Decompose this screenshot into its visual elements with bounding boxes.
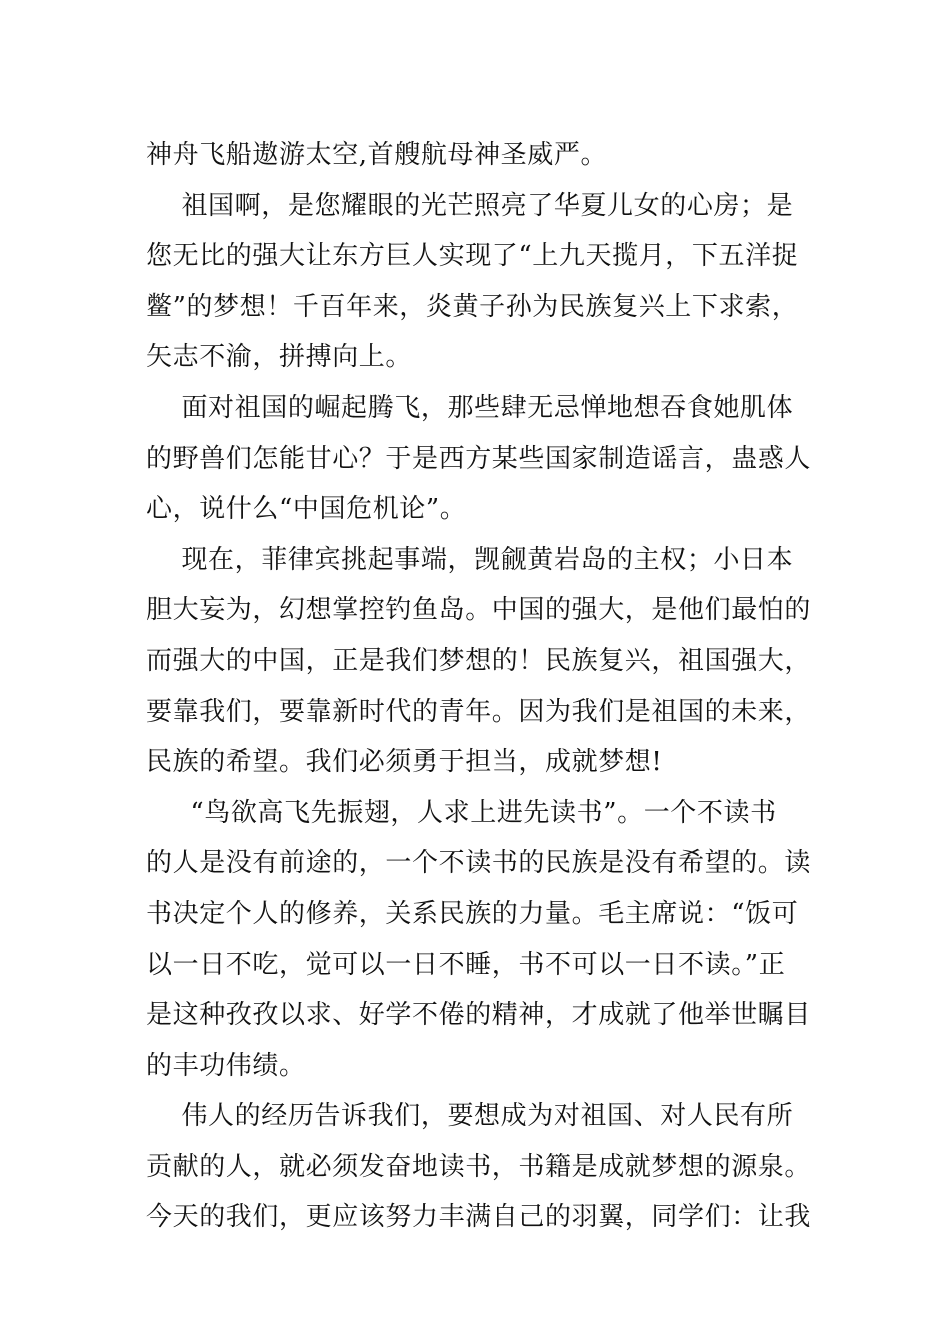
text-line: 胆大妄为，幻想掌控钓鱼岛。中国的强大，是他们最怕的 — [146, 595, 812, 626]
text-line: 的野兽们怎能甘心？于是西方某些国家制造谣言，蛊惑人 — [146, 443, 812, 474]
text-line: 心，说什么“中国危机论”。 — [146, 494, 467, 525]
text-line: 贡献的人，就必须发奋地读书，书籍是成就梦想的源泉。 — [146, 1151, 812, 1182]
text-line: 的丰功伟绩。 — [146, 1050, 306, 1081]
document-body — [146, 130, 812, 1243]
text-line: 而强大的中国，正是我们梦想的！民族复兴，祖国强大， — [146, 645, 812, 676]
text-line: 书决定个人的修养，关系民族的力量。毛主席说：“饭可 — [146, 898, 799, 929]
text-line: 祖国啊，是您耀眼的光芒照亮了华夏儿女的心房；是 — [146, 190, 794, 221]
text-line: 面对祖国的崛起腾飞，那些肆无忌惮地想吞食她肌体 — [146, 392, 794, 423]
text-line: 要靠我们，要靠新时代的青年。因为我们是祖国的未来， — [146, 696, 812, 727]
text-line: 今天的我们，更应该努力丰满自己的羽翼，同学们：让我 — [146, 1202, 812, 1233]
text-line: 以一日不吃，觉可以一日不睡，书不可以一日不读。”正 — [146, 949, 786, 980]
text-line: 现在，菲律宾挑起事端，觊觎黄岩岛的主权；小日本 — [146, 544, 794, 575]
text-line: 您无比的强大让东方巨人实现了“上九天揽月，下五洋捉 — [146, 241, 799, 272]
text-line: 鳖”的梦想！千百年来，炎黄子孙为民族复兴上下求索， — [146, 291, 799, 322]
text-line: 的人是没有前途的，一个不读书的民族是没有希望的。读 — [146, 848, 812, 879]
text-line: 神舟飞船遨游太空,首艘航母神圣威严。 — [146, 140, 608, 170]
text-line: 矢志不渝，拼搏向上。 — [146, 342, 413, 373]
text-line: 伟人的经历告诉我们，要想成为对祖国、对人民有所 — [146, 1101, 794, 1132]
text-line: 是这种孜孜以求、好学不倦的精神，才成就了他举世瞩目 — [146, 1000, 812, 1031]
text-line: 民族的希望。我们必须勇于担当，成就梦想! — [146, 747, 663, 778]
text-line: “鸟欲高飞先振翅，人求上进先读书”。一个不读书 — [146, 797, 777, 828]
